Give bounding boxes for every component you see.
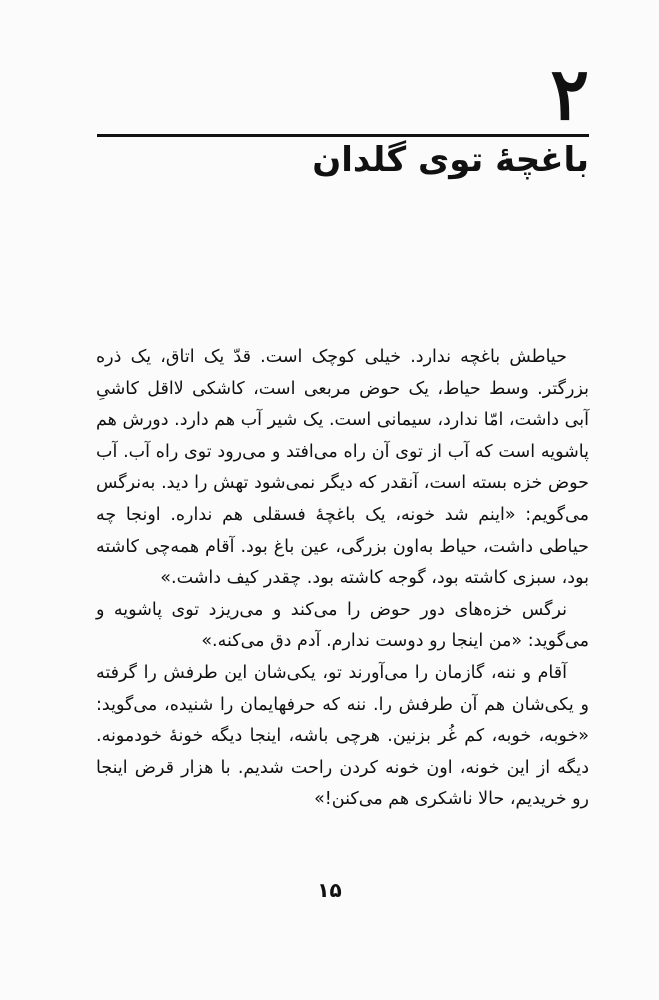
title-rule <box>97 134 589 137</box>
paragraph: نرگس خزه‌های دور حوض را می‌کند و می‌ریزد توی پاشویه و می‌گوید: «من اینجا رو دوست ندارم. آدم دق می‌کنه.» <box>96 599 589 652</box>
paragraph: حیاطش باغچه ندارد. خیلی کوچک است. قدّ یک اتاق، یک ذره بزرگتر. وسط حیاط، یک حوض مربعی است، کاشکی لااقل کاشیِ آبی داشت، امّا ندارد، سیمانی است. یک شیر آب هم دارد. دورش هم پاشویه است که آب از توی آن راه می‌افتد و می‌رود توی راه آب. آب حوض خزه بسته است، آنقدر که دیگر نمی‌شود تهش را دید. به‌نرگس می‌گویم: «اینم شد خونه، یک باغچهٔ فسقلی هم نداره. اونجا چه حیاطی داشت، حیاط به‌اون بزرگی، عین باغ بود. آقام همه‌چی کاشته بود، سبزی کاشته بود، گوجه کاشته بود. چقدر کیف داشت.» <box>96 347 589 589</box>
paragraph: آقام و ننه، گازمان را می‌آورند تو، یکی‌شان این طرفش را گرفته و یکی‌شان هم آن طرفش را. ننه که حرفهایمان را شنیده، می‌گوید: «خوبه، خوبه، کم غُر بزنین. هرچی باشه، اینجا دیگه خونهٔ خودمونه. دیگه از این خونه، اون خونه کردن راحت شدیم. با هزار قرض اینجا رو خریدیم، حالا ناشکری هم می‌کنن!» <box>96 662 589 810</box>
chapter-number: ۲ <box>550 51 589 136</box>
page-number: ۱۵ <box>317 878 342 902</box>
body-text <box>96 342 589 816</box>
chapter-title: باغچهٔ توی گلدان <box>312 140 589 180</box>
